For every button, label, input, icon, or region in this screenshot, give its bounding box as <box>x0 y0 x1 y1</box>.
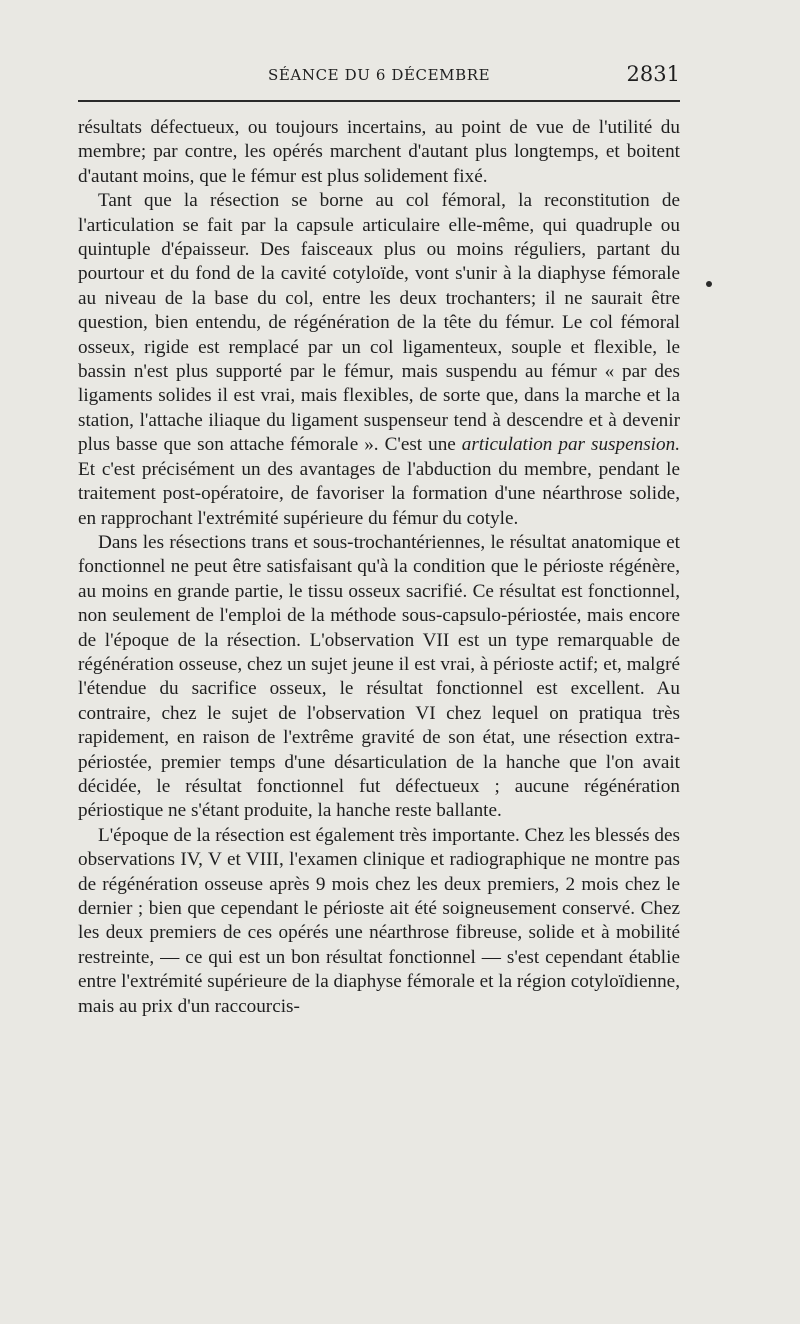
page-number: 2831 <box>626 62 680 86</box>
margin-dot <box>706 281 712 287</box>
header-rule <box>78 100 680 102</box>
paragraph-4: L'époque de la résection est également très importante. Chez les blessés des observations IV, V et VIII, l'examen clinique et radiographique ne montre pas de régénération osseuse après 9 mois chez les deux premiers, 2 mois chez le dernier ; bien que cependant le périoste ait été soigneusement conservé. Chez les deux premiers de ces opérés une néarthrose fibreuse, solide et à mobilité restreinte, — ce qui est un bon résultat fonctionnel — s'est cependant établie entre l'extrémité supérieure de la diaphyse fémorale et la région cotyloïdienne, mais au prix d'un raccourcis- <box>78 824 680 1017</box>
running-title: SÉANCE DU 6 DÉCEMBRE <box>268 66 491 84</box>
body-text <box>78 116 680 1019</box>
paragraph-2 <box>78 189 680 531</box>
page-header <box>78 60 680 100</box>
paragraph-3: Dans les résections trans et sous-trochantériennes, le résultat anatomique et fonctionnel ne peut être satisfaisant qu'à la condition que le périoste régénère, au moins en grande partie, le tissu osseux sacrifié. Ce résultat est fonctionnel, non seulement de l'emploi de la méthode sous-capsulo-périostée, mais encore de l'époque de la résection. L'observation VII est un type remarquable de régénération osseuse, chez un sujet jeune il est vrai, à périoste actif; et, malgré l'étendue du sacrifice osseux, le résultat fonctionnel est excellent. Au contraire, chez le sujet de l'observation VI chez lequel on pratiqua très rapidement, en raison de l'extrême gravité de son état, une résection extra-périostée, premier temps d'une désarticulation de la hanche que l'on avait décidée, le résultat fonctionnel fut défectueux ; aucune régénération périostique ne s'étant produite, la hanche reste ballante. <box>78 531 680 822</box>
paragraph-2-part-2: Et c'est précisément un des avantages de l'abduction du membre, pendant le traitement post-opératoire, de favoriser la formation d'une néarthrose solide, en rapprochant l'extrémité supérieure du fémur du cotyle. <box>78 458 680 529</box>
paragraph-2-part-1: Tant que la résection se borne au col fémoral, la reconstitution de l'articulation se fait par la capsule articulaire elle-même, qui quadruple ou quintuple d'épaisseur. Des faisceaux plus ou moins réguliers, partant du pourtour et du fond de la cavité cotyloïde, vont s'unir à la diaphyse fémorale au niveau de la base du col, entre les deux trochanters; il ne saurait être question, bien entendu, de régénération de la tête du fémur. Le col fémoral osseux, rigide est remplacé par un col ligamenteux, souple et flexible, le bassin n'est plus supporté par le fémur, mais suspendu au fémur « par des ligaments solides il est vrai, mais flexibles, de sorte que, dans la marche et la station, l'attache iliaque du ligament suspenseur tend à descendre et à devenir plus basse que son attache fémorale ». C'est une <box>78 190 680 456</box>
paragraph-1: résultats défectueux, ou toujours incertains, au point de vue de l'utilité du membre; par contre, les opérés marchent d'autant plus longtemps, et boitent d'autant moins, que le fémur est plus solidement fixé. <box>78 117 680 187</box>
articulation-par-suspension: articulation par suspension. <box>461 434 680 456</box>
